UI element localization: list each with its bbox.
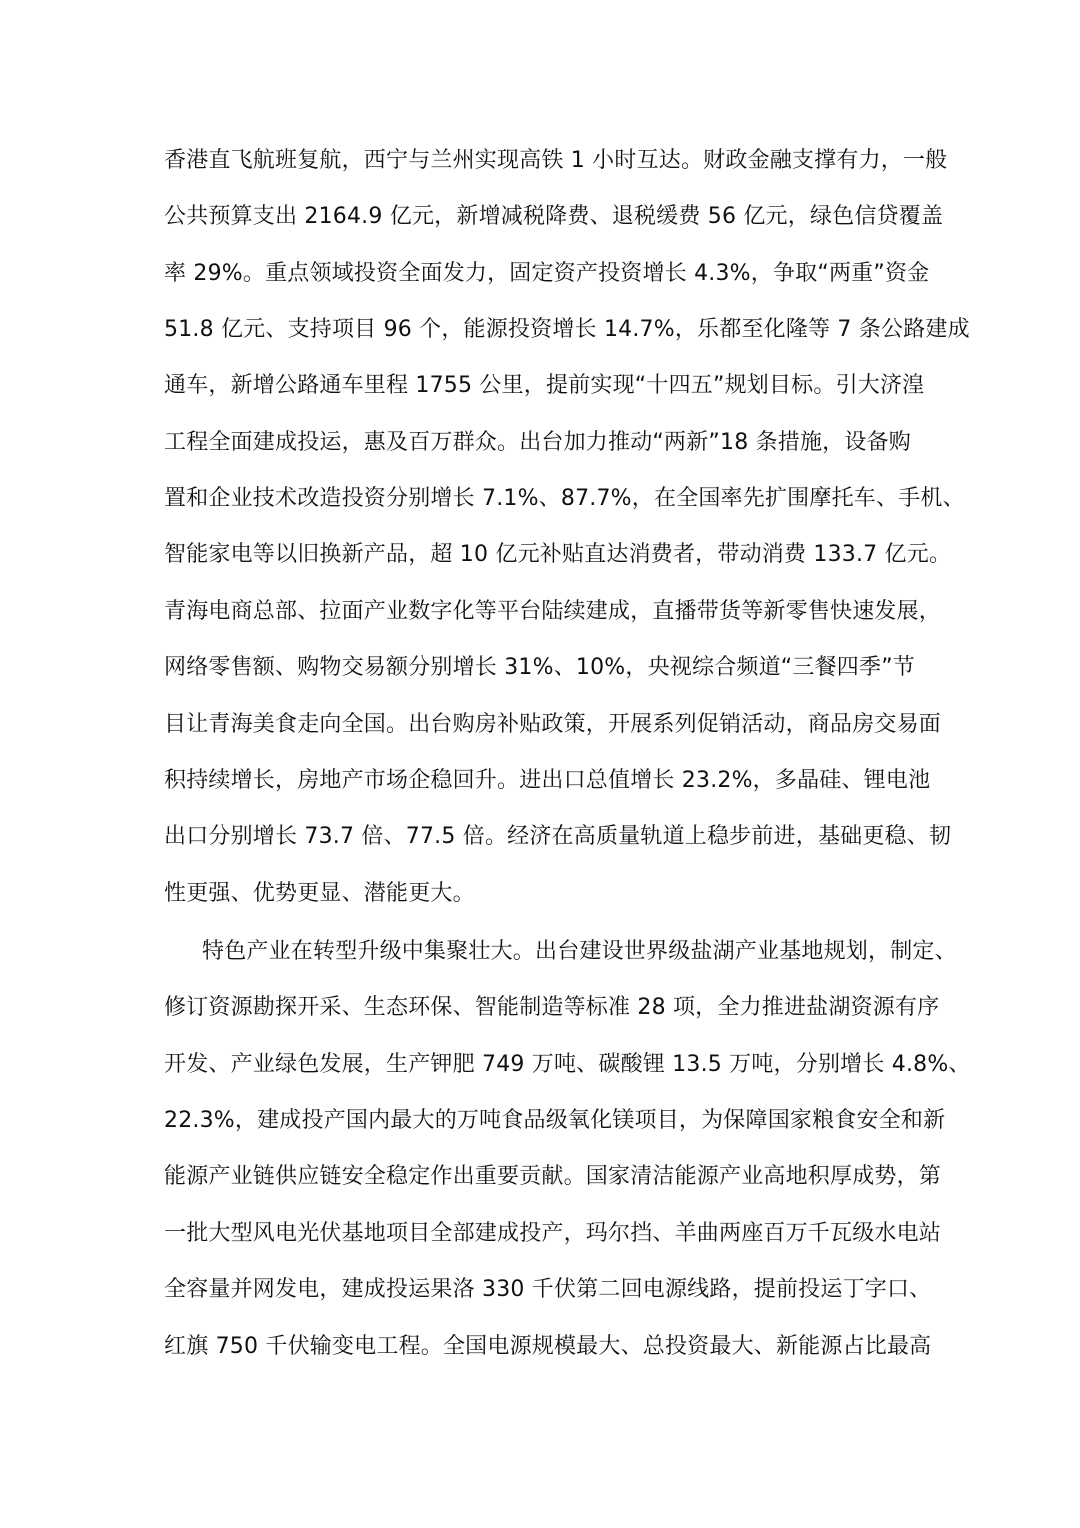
- paragraph-1-line: 智能家电等以旧换新产品，超 10 亿元补贴直达消费者，带动消费 133.7 亿元。: [164, 542, 952, 567]
- paragraph-2-line: 特色产业在转型升级中集聚壮大。出台建设世界级盐湖产业基地规划，制定、: [202, 939, 957, 964]
- paragraph-1-line: 率 29%。重点领域投资全面发力，固定资产投资增长 4.3%，争取“两重”资金: [164, 261, 930, 286]
- paragraph-1-line: 目让青海美食走向全国。出台购房补贴政策，开展系列促销活动，商品房交易面: [164, 712, 942, 737]
- paragraph-1-line: 工程全面建成投运，惠及百万群众。出台加力推动“两新”18 条措施，设备购: [164, 430, 911, 455]
- paragraph-2-line: 能源产业链供应链安全稳定作出重要贡献。国家清洁能源产业高地积厚成势，第: [164, 1164, 942, 1189]
- paragraph-2-line: 全容量并网发电，建成投运果洛 330 千伏第二回电源线路，提前投运丁字口、: [164, 1277, 932, 1302]
- paragraph-2-line: 一批大型风电光伏基地项目全部建成投产，玛尔挡、羊曲两座百万千瓦级水电站: [164, 1221, 942, 1246]
- paragraph-1-line: 网络零售额、购物交易额分别增长 31%、10%，央视综合频道“三餐四季”节: [164, 655, 915, 680]
- paragraph-1-line: 香港直飞航班复航，西宁与兰州实现高铁 1 小时互达。财政金融支撑有力，一般: [164, 148, 948, 173]
- paragraph-1-line: 出口分别增长 73.7 倍、77.5 倍。经济在高质量轨道上稳步前进，基础更稳、韧: [164, 824, 952, 849]
- paragraph-1-line: 积持续增长，房地产市场企稳回升。进出口总值增长 23.2%，多晶硅、锂电池: [164, 768, 931, 793]
- paragraph-1-line: 置和企业技术改造投资分别增长 7.1%、87.7%，在全国率先扩围摩托车、手机、: [164, 486, 965, 511]
- paragraph-2-line: 22.3%，建成投产国内最大的万吨食品级氧化镁项目，为保障国家粮食安全和新: [164, 1108, 946, 1133]
- paragraph-1-line: 51.8 亿元、支持项目 96 个，能源投资增长 14.7%，乐都至化隆等 7 条公路建成: [164, 317, 970, 342]
- paragraph-1-line: 青海电商总部、拉面产业数字化等平台陆续建成，直播带货等新零售快速发展，: [164, 599, 942, 624]
- paragraph-2-line: 开发、产业绿色发展，生产钾肥 749 万吨、碳酸锂 13.5 万吨，分别增长 4.8%、: [164, 1052, 971, 1077]
- paragraph-1-line: 通车，新增公路通车里程 1755 公里，提前实现“十四五”规划目标。引大济湟: [164, 373, 925, 398]
- paragraph-2-line: 修订资源勘探开采、生态环保、智能制造等标准 28 项，全力推进盐湖资源有序: [164, 995, 940, 1020]
- paragraph-2-line: 红旗 750 千伏输变电工程。全国电源规模最大、总投资最大、新能源占比最高: [164, 1334, 932, 1359]
- paragraph-1-line: 公共预算支出 2164.9 亿元，新增减税降费、退税缓费 56 亿元，绿色信贷覆盖: [164, 204, 944, 229]
- paragraph-1-line: 性更强、优势更显、潜能更大。: [164, 881, 475, 906]
